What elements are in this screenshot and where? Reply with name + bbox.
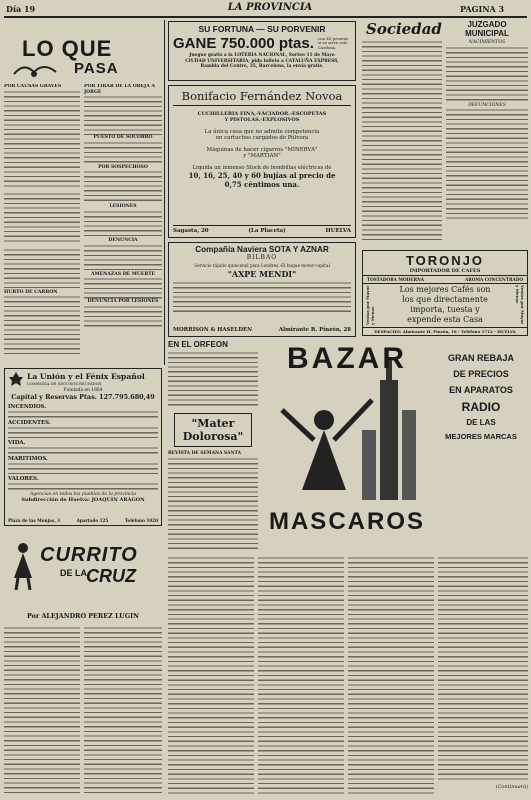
sota-agent-name: MORRISON & HASELDEN [173,327,253,333]
phoenix-emblem-icon [8,371,24,387]
col1-body-4 [4,295,80,355]
toronjo-side-right: Ventas por Mayor y Menor [515,285,525,325]
header-page: PAGINA 3 [460,4,505,14]
toronjo-title: TORONJO [405,253,485,268]
nacimientos-heading: NACIMIENTOS [468,40,506,45]
union-accidentes-body [8,426,158,440]
bonifacio-ad [168,85,356,238]
pasa-title: PASA [74,60,119,77]
revista-heading: REVISTA DE SEMANA SANTA [168,451,242,456]
bazar-mascaros-ad [262,340,528,552]
union-vida-body [8,446,158,456]
bazar-ad1: GRAN REBAJA [447,353,514,363]
story-col-5 [348,556,434,794]
toronjo-right-label: AROMA CONCENTRADO [464,277,523,282]
orfeon-section [168,340,258,552]
union-capital: Capital y Reservas Ptas. 127.795.680,49 [11,393,155,401]
col2-body-2 [84,141,162,165]
cruz-title: CRUZ [86,566,136,586]
story-col-4 [258,556,344,794]
header-day: Día 19 [6,4,36,14]
toronjo-side-left: Ventas por Mayor y Menor [365,285,375,325]
header-masthead: LA PROVINCIA [227,2,313,13]
union-valores: VALORES. [8,476,39,482]
sota-agents [173,327,351,333]
fortuna-ad [168,21,356,81]
bazar-ad2: DE PRECIOS [453,369,509,379]
bazar-word: BAZAR [287,342,407,375]
lo-que-pasa-col1 [4,84,80,364]
lo-que-pasa-col2 [84,84,162,364]
nacimientos-body [446,46,528,101]
juzgado-section [446,20,528,245]
toronjo-line3: importa, tuesta y [410,305,480,314]
toronjo-line1: Los mejores Cafés son [399,285,491,294]
bonifacio-addr-left: Sagasta, 20 [173,228,209,234]
bonifacio-addr-right: HUELVA [325,228,351,234]
col1-body-3 [4,248,80,288]
union-vida: VIDA. [8,440,26,446]
toronjo-sub: IMPORTADOR DE CAFES [409,268,481,274]
union-addr-mid: Apartado 125 [76,518,109,523]
union-founded: Fundada en 1864 [63,388,103,393]
bonifacio-line2: Y PISTOLAS.-EXPLOSIVOS [224,117,300,123]
bazar-ad5: DE LAS [466,418,496,427]
bonifacio-line1: CUCHILLERIA FINA,-VACIADOR.-ESCOPETAS [197,111,327,117]
story-col-1 [4,626,80,794]
col2-body-3 [84,170,162,204]
col2-body-1 [84,95,162,135]
bazar-ad3: EN APARATOS [449,385,513,395]
bazar-ad6: MEJORES MARCAS [445,432,517,441]
union-incendios-body [8,410,158,420]
currito-author-name: Por ALEJANDRO PEREZ LUGIN [26,612,140,620]
bonifacio-line5: Máquinas de hacer cigarros "MINERVA" [206,147,318,153]
de-la-title: DE LA [60,568,87,578]
union-fenix-ad [4,368,162,526]
juzgado-title: JUZGADO [467,20,507,29]
mater-line2: Dolorosa" [182,430,244,443]
denuncia-lesiones-heading: DENUNCIA POR LESIONES [87,299,159,305]
orfeon-body-2 [168,457,258,549]
sota-city: BILBAO [246,254,278,261]
story-col-2 [84,626,162,794]
puesto-heading: PUESTO DE SOCORRO [93,135,153,141]
fortuna-side: con 45 pesetas si se sirve solo Cardona. [317,35,349,50]
sota-line1: Servicio rápido quincenal para Londres.-El buque motor-capital [194,263,330,268]
col2-body-6 [84,277,162,299]
union-sub: COMPAÑIA DE SEGUROS REUNIDOS [27,381,102,386]
toronjo-line4: expende esta Casa [407,315,483,324]
currito-title: CURRITO [40,544,138,566]
hurto-heading: HURTO DE CARBON [4,289,58,295]
currito-header [4,530,162,610]
amenazas-heading: AMENAZAS DE MUERTE [90,271,156,277]
union-subdir: Subdirección de Huelva: JOAQUIN ARAGON [21,497,145,503]
sota-title: Compañía Naviera SOTA Y AZNAR [195,245,329,254]
sota-agent-address: Almirante R. Pinzón, 28 [278,327,351,333]
bonifacio-line6: y "MARTIAN" [243,153,281,159]
bullfighter-illustration-icon [10,542,36,590]
bazar-ad4: RADIO [461,400,501,414]
defunciones-heading: DEFUNCIONES [468,102,506,108]
denuncia-heading: DENUNCIA [108,237,138,243]
union-incendios: INCENDIOS. [8,404,47,410]
continuara: (Continuará) [495,784,528,790]
sota-body [173,281,351,313]
fortuna-headline: SU FORTUNA — SU PORVENIR [198,24,326,34]
bonifacio-line3: La única casa que no admite competencia [204,129,320,135]
lo-que-title: LO QUE [22,36,113,61]
bonifacio-name: Bonifacio Fernández Novoa [173,89,351,106]
fortuna-big: GANE 750.000 ptas. [173,35,314,52]
col2-body-7 [84,305,162,329]
union-valores-body [8,482,158,490]
union-addr-left: Plaza de las Monjas, 3 [8,518,61,523]
bonifacio-address [173,225,351,234]
mater-line1: "Mater [191,417,235,430]
sociedad-title: Sociedad [366,20,442,38]
col2-body-4 [84,210,162,238]
bonifacio-line8: 10, 16, 25, 40 y 60 bujías al precio de [188,171,336,180]
page-header [0,2,531,16]
bonifacio-line4: en cartuchos cargados de Pólvora [215,135,309,141]
mascaros-word: MASCAROS [268,508,425,535]
union-maritimos: MARITIMOS. [8,456,48,462]
sospechoso-heading: POR SOSPECHOSO [98,164,148,170]
sociedad-section [362,20,442,245]
bonifacio-line9: 0,75 céntimos una. [224,180,300,189]
col1-body-2 [4,192,80,244]
story-col-3 [168,556,254,794]
toronjo-ad [362,250,528,336]
col2-heading: POR TIRAR DE LA OREJA A JORGE [84,84,155,95]
toronjo-line2: los que directamente [402,295,488,304]
fortuna-line3: Juegue gratis a la LOTERIA NACIONAL, Sorteo 11 de Mayo [189,53,335,58]
orfeon-title: EN EL ORFEON [168,340,228,349]
union-addr-right: Teléfono 1020 [124,518,158,523]
column-rule [164,20,165,365]
col2-body-5 [84,244,162,272]
fortuna-line5: Rambla del Centro, 35, Barcelona, la envía gratis. [200,64,324,70]
col1-body-1 [4,90,80,188]
defunciones-body [446,108,528,220]
union-maritimos-body [8,462,158,476]
currito-author [4,612,162,622]
story-col-6 [438,556,528,782]
lo-que-pasa-section [4,20,162,365]
sociedad-body [362,40,442,240]
municipal-title: MUNICIPAL [465,29,509,38]
col1-heading: POR CAUSAS GRAVES [4,84,62,89]
sota-ship: "AXPE MENDI" [227,269,297,279]
sota-ad [168,242,356,337]
toronjo-footer: DESPACHO: Almirante H. Pinzón, 18 - Teléfono 1712 - HUELVA [363,327,527,334]
bird-illustration-icon [12,60,60,82]
header-rule [4,16,527,18]
union-accidentes: ACCIDENTES. [8,420,51,426]
fortuna-line4: CIUDAD UNIVERSITARIA, pida folleto a CATALUÑA EXPRESS, [185,58,339,64]
union-title: La Unión y el Fénix Español [27,372,145,381]
union-footer: Agencias en todos los pueblos de la provincia [30,492,136,497]
lesiones-heading: LESIONES [109,204,137,210]
orfeon-body-1 [168,351,258,409]
bonifacio-addr-mid: (La Placeta) [248,228,286,234]
toronjo-left-label: TOSTADORA MODERNA [367,277,425,282]
bonifacio-line7: Liquida un inmenso Stock de bombillas eléctricas de [192,165,332,171]
